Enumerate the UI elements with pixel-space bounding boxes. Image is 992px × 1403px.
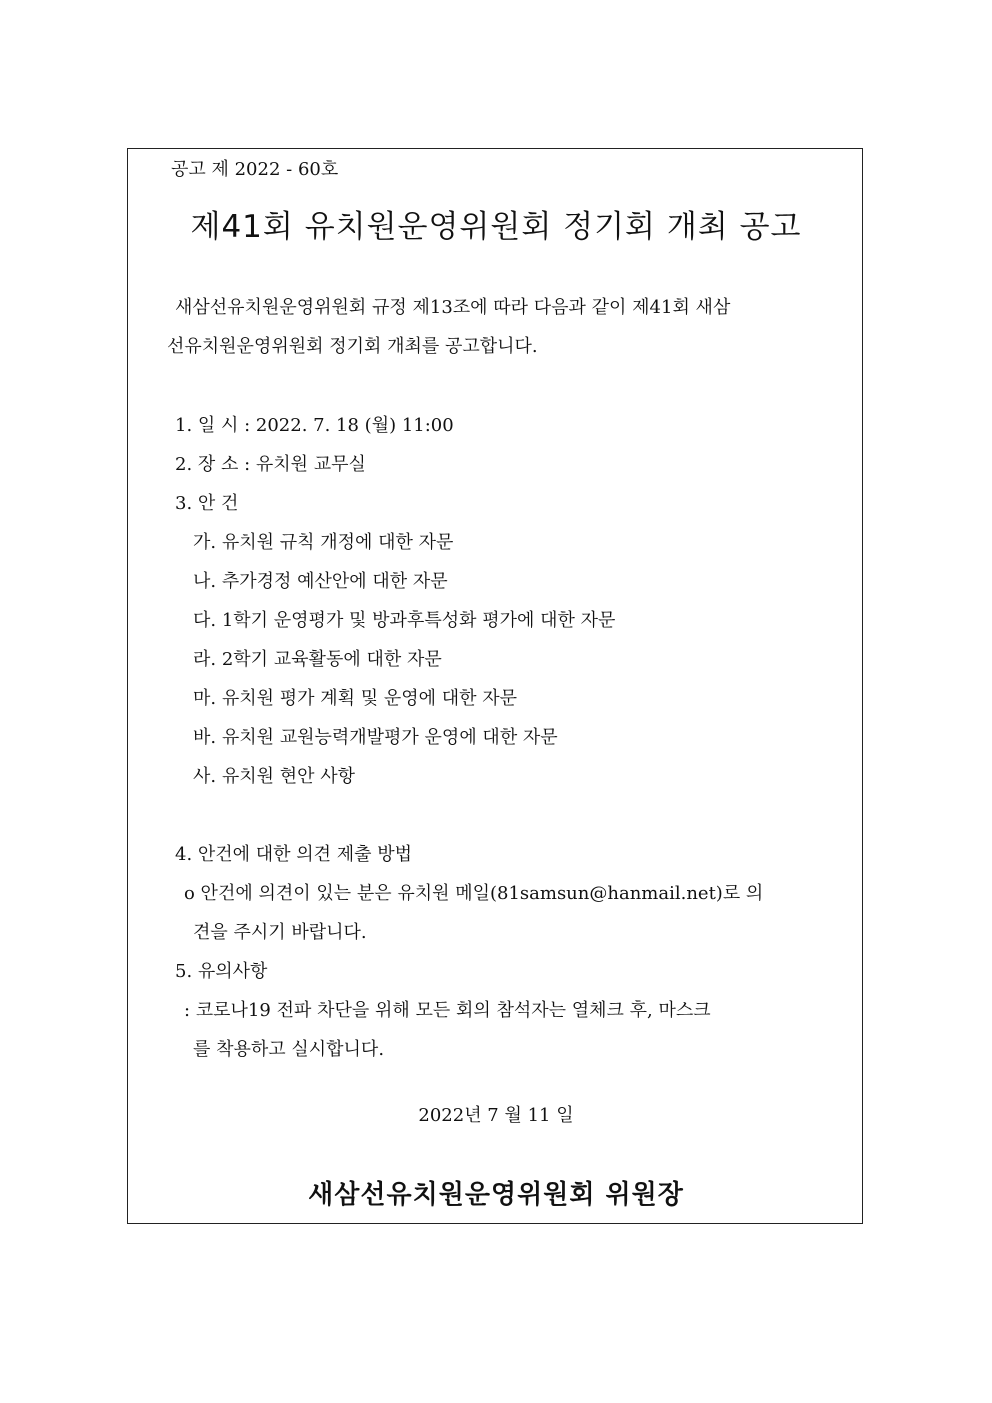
document-title: 제41회 유치원운영위원회 정기회 개최 공고	[190, 209, 802, 245]
signature: 새삼선유치원운영위원회 위원장	[308, 1180, 684, 1210]
agenda-item: 다. 1학기 운영평가 및 방과후특성화 평가에 대한 자문	[193, 610, 616, 631]
item-opinion-heading: 4. 안건에 대한 의견 제출 방법	[175, 844, 413, 865]
intro-line-1: 새삼선유치원운영위원회 규정 제13조에 따라 다음과 같이 제41회 새삼	[175, 297, 731, 318]
item-agenda-heading: 3. 안 건	[175, 493, 239, 514]
item-place: 2. 장 소 : 유치원 교무실	[175, 454, 366, 475]
closing-date: 2022년 7 월 11 일	[418, 1105, 574, 1126]
agenda-item: 바. 유치원 교원능력개발평가 운영에 대한 자문	[193, 727, 558, 748]
item-caution-heading: 5. 유의사항	[175, 961, 268, 982]
intro-line-2: 선유치원운영위원회 정기회 개최를 공고합니다.	[167, 336, 538, 357]
caution-line-2: 를 착용하고 실시합니다.	[193, 1039, 385, 1060]
agenda-item: 가. 유치원 규칙 개정에 대한 자문	[193, 532, 454, 553]
caution-line-1: : 코로나19 전파 차단을 위해 모든 회의 참석자는 열체크 후, 마스크	[184, 1000, 711, 1021]
notice-number: 공고 제 2022 - 60호	[171, 159, 339, 180]
opinion-line-1: o 안건에 의견이 있는 분은 유치원 메일(81samsun@hanmail.net)로 의	[184, 883, 764, 904]
agenda-item: 라. 2학기 교육활동에 대한 자문	[193, 649, 442, 670]
agenda-item: 나. 추가경정 예산안에 대한 자문	[193, 571, 448, 592]
agenda-item: 사. 유치원 현안 사항	[193, 766, 355, 787]
item-date: 1. 일 시 : 2022. 7. 18 (월) 11:00	[175, 415, 454, 436]
agenda-item: 마. 유치원 평가 계획 및 운영에 대한 자문	[193, 688, 517, 709]
opinion-line-2: 견을 주시기 바랍니다.	[193, 922, 367, 943]
